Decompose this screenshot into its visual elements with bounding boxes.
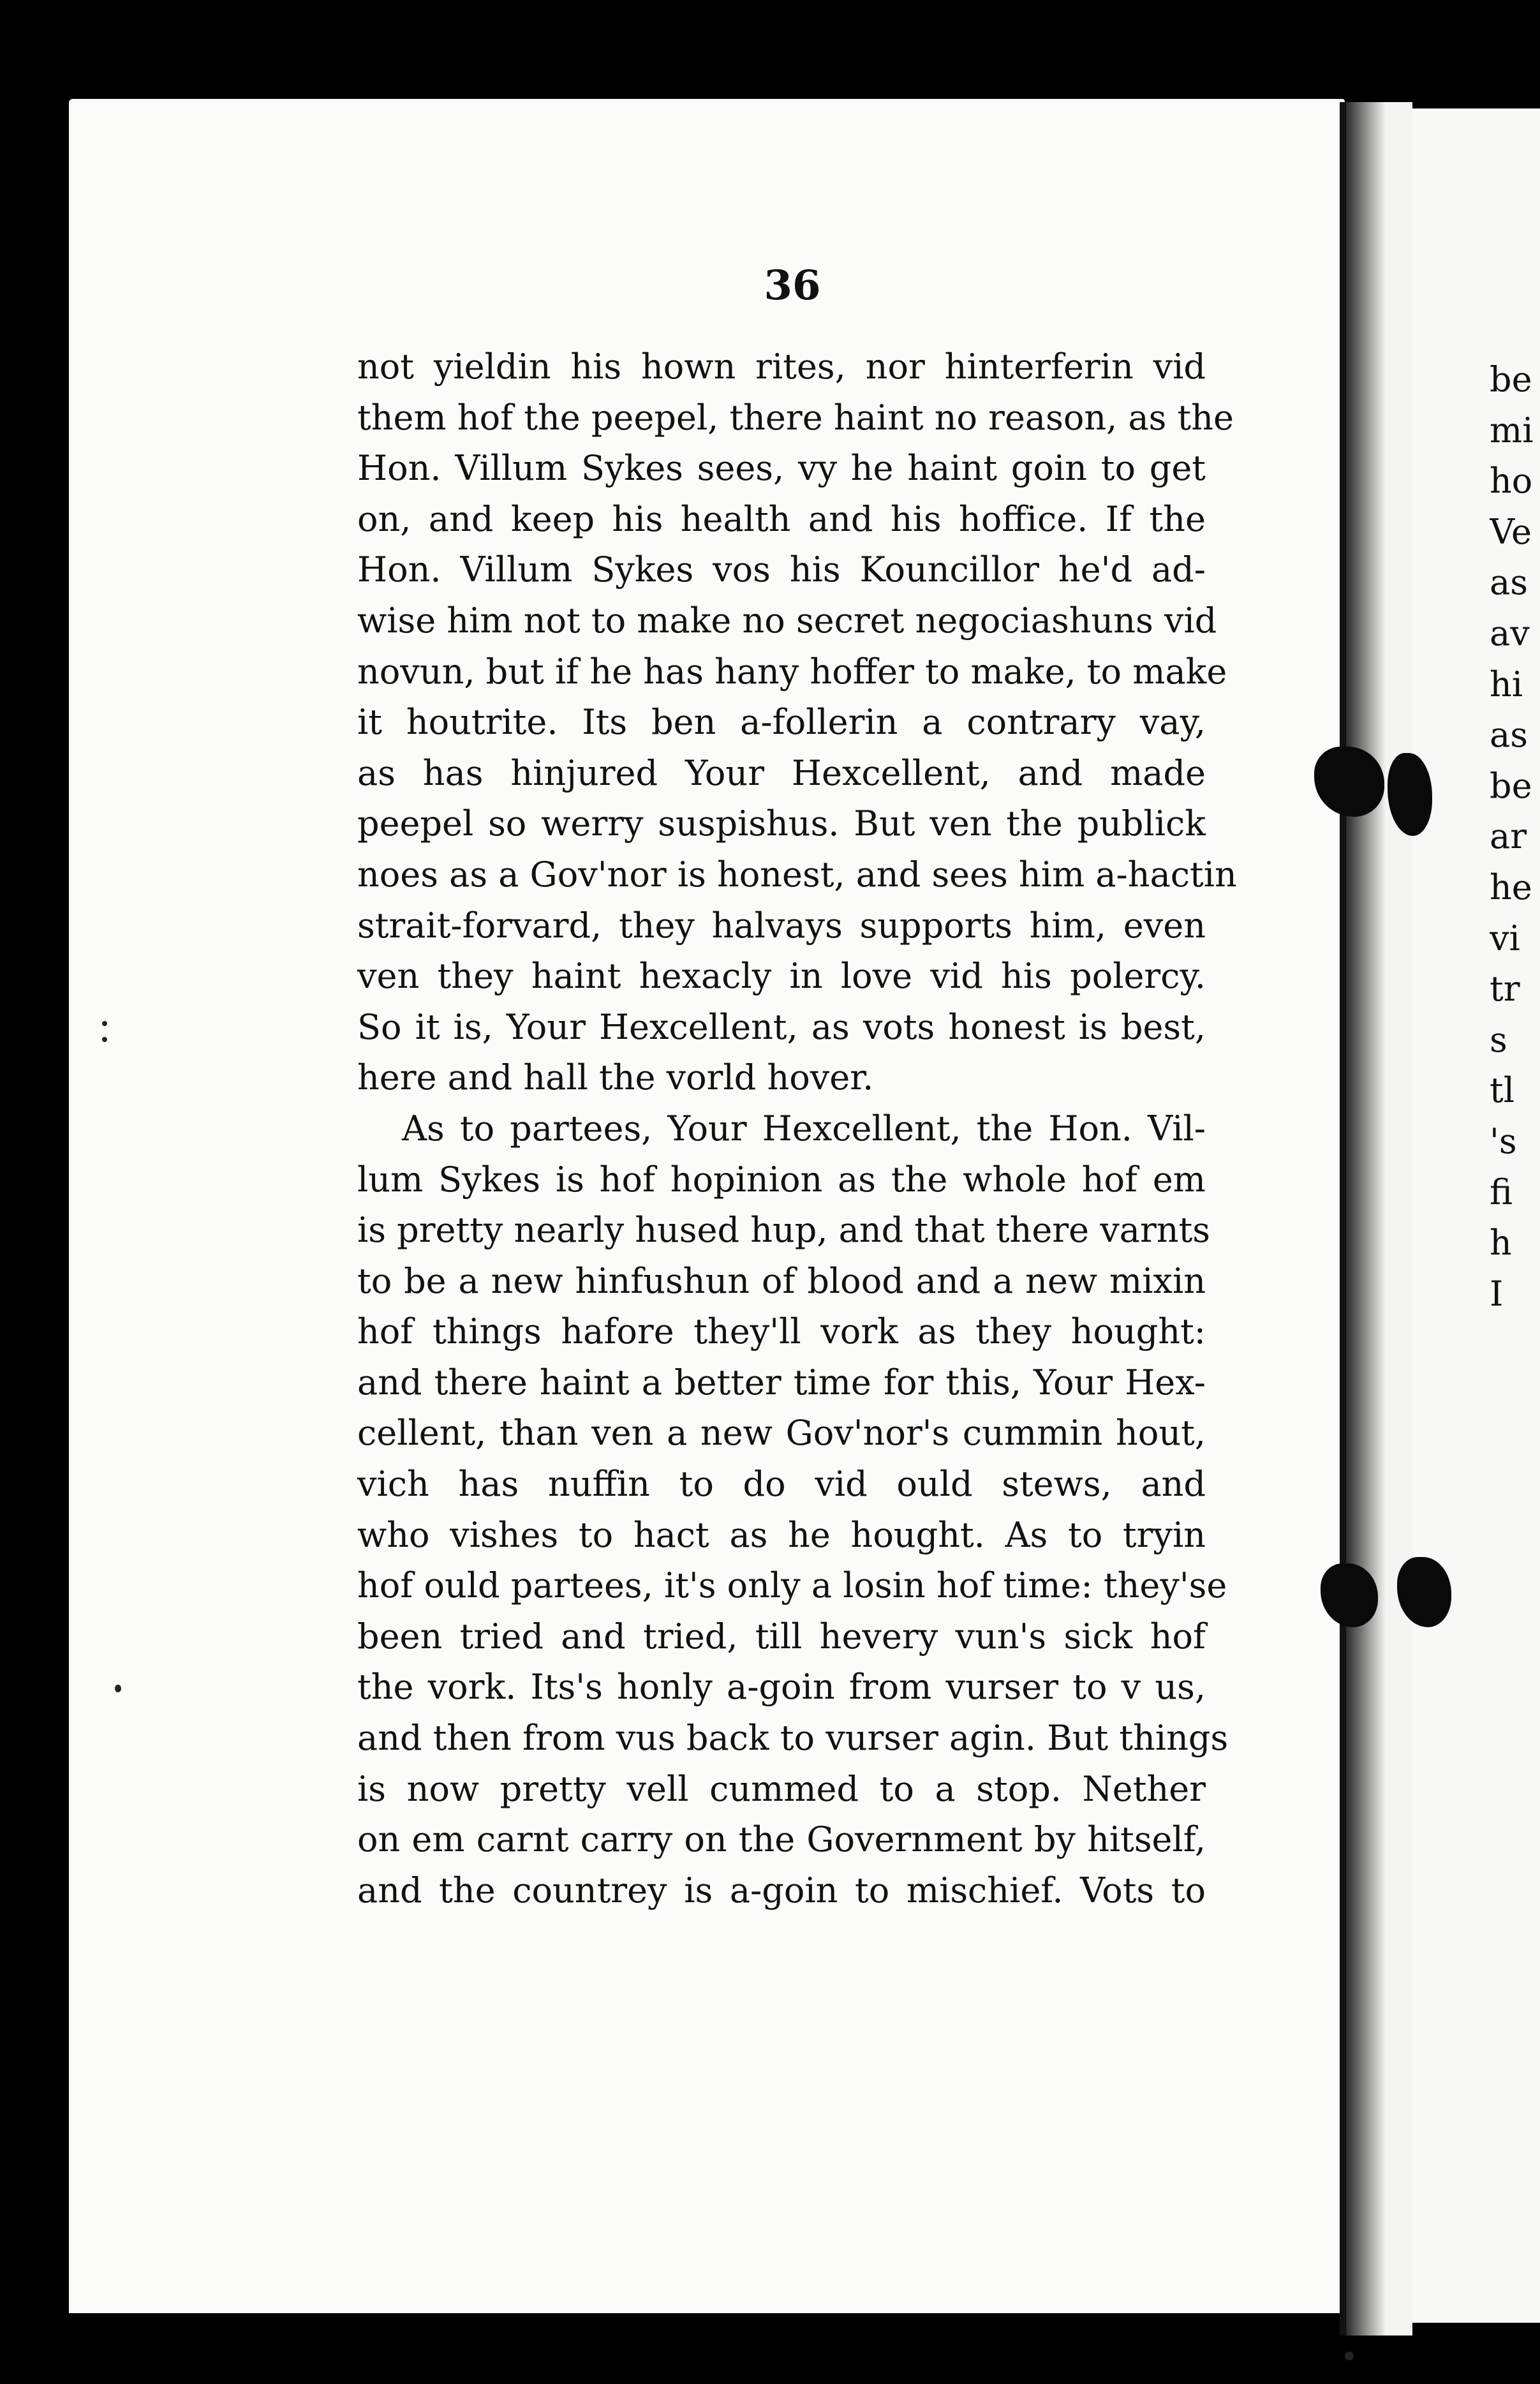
text-line: and then from vus back to vurser agin. But things bbox=[357, 1718, 1229, 1759]
facing-fragment: ho bbox=[1490, 461, 1533, 502]
text-line: Hon. Villum Sykes sees, vy he haint goin to get bbox=[357, 448, 1206, 489]
gutter-shadow bbox=[1346, 102, 1412, 2336]
facing-fragment: he bbox=[1490, 867, 1532, 907]
text-line: and there haint a better time for this, Your Hex- bbox=[357, 1362, 1206, 1403]
facing-fragment: tl bbox=[1490, 1070, 1514, 1111]
text-line: been tried and tried, till hevery vun's sick hof bbox=[357, 1616, 1206, 1657]
facing-fragment: av bbox=[1490, 613, 1530, 653]
text-line: it houtrite. Its ben a-follerin a contrary vay, bbox=[357, 702, 1206, 743]
text-line: noes as a Gov'nor is honest, and sees him a-hactin bbox=[357, 854, 1237, 895]
text-line: hof ould partees, it's only a losin hof time: they'se bbox=[357, 1565, 1227, 1606]
page-number-text: 36 bbox=[764, 262, 821, 309]
text-line: lum Sykes is hof hopinion as the whole hof em bbox=[357, 1159, 1206, 1200]
text-line: them hof the peepel, there haint no reason, as the bbox=[357, 397, 1234, 438]
text-line: is now pretty vell cummed to a stop. Nether bbox=[357, 1768, 1206, 1809]
dust-speck bbox=[102, 1021, 107, 1026]
dust-speck bbox=[1345, 2351, 1354, 2360]
text-line: novun, but if he has hany hoffer to make, to make bbox=[357, 651, 1227, 692]
text-line: wise him not to make no secret negociashuns vid bbox=[357, 600, 1217, 641]
gutter-line bbox=[1340, 102, 1346, 2336]
facing-fragment: as bbox=[1490, 562, 1528, 603]
dust-speck bbox=[102, 1037, 107, 1042]
facing-fragment: I bbox=[1490, 1273, 1504, 1314]
text-line: not yieldin his hown rites, nor hinterferin vid bbox=[357, 346, 1206, 387]
text-line: as has hinjured Your Hexcellent, and made bbox=[357, 752, 1206, 793]
text-line: vich has nuffin to do vid ould stews, and bbox=[357, 1464, 1206, 1505]
facing-fragment: s bbox=[1490, 1019, 1507, 1060]
text-line: to be a new hinfushun of blood and a new mixin bbox=[357, 1260, 1206, 1301]
facing-fragment: hi bbox=[1490, 664, 1523, 704]
text-line: hof things hafore they'll vork as they hought: bbox=[357, 1311, 1206, 1352]
facing-fragment: as bbox=[1490, 715, 1528, 756]
text-line: is pretty nearly hused hup, and that there varnts bbox=[357, 1210, 1210, 1251]
text-line: cellent, than ven a new Gov'nor's cummin hout, bbox=[357, 1413, 1206, 1454]
facing-fragment: ar bbox=[1490, 816, 1527, 857]
facing-fragment: 's bbox=[1490, 1121, 1517, 1161]
body-text bbox=[357, 341, 1237, 1916]
text-line: strait-forvard, they halvays supports him, even bbox=[357, 905, 1206, 946]
facing-fragment: Ve bbox=[1490, 511, 1532, 552]
text-line: and the countrey is a-goin to mischief. Vots to bbox=[357, 1870, 1206, 1911]
facing-fragment: vi bbox=[1490, 918, 1520, 958]
page-number bbox=[0, 262, 1540, 309]
text-line: As to partees, Your Hexcellent, the Hon. Vil- bbox=[402, 1108, 1206, 1149]
facing-fragment: be bbox=[1490, 765, 1532, 806]
facing-page-text bbox=[1490, 354, 1540, 1319]
text-line: ven they haint hexacly in love vid his polercy. bbox=[357, 956, 1206, 997]
facing-fragment: tr bbox=[1490, 969, 1520, 1009]
facing-fragment: fi bbox=[1490, 1172, 1513, 1212]
facing-fragment: mi bbox=[1490, 410, 1534, 451]
text-line: the vork. Its's honly a-goin from vurser to v us, bbox=[357, 1667, 1206, 1708]
text-line: on, and keep his health and his hoffice. If the bbox=[357, 498, 1206, 539]
facing-fragment: be bbox=[1490, 359, 1532, 399]
dust-speck bbox=[115, 1685, 121, 1692]
facing-fragment: h bbox=[1490, 1223, 1512, 1263]
text-line: here and hall the vorld hover. bbox=[357, 1057, 874, 1098]
text-line: who vishes to hact as he hought. As to tryin bbox=[357, 1514, 1206, 1555]
text-line: on em carnt carry on the Government by hitself, bbox=[357, 1819, 1206, 1860]
text-line: Hon. Villum Sykes vos his Kouncillor he'd ad- bbox=[357, 549, 1206, 590]
text-line: peepel so werry suspishus. But ven the publick bbox=[357, 803, 1206, 844]
text-line: So it is, Your Hexcellent, as vots honest is best, bbox=[357, 1006, 1206, 1047]
